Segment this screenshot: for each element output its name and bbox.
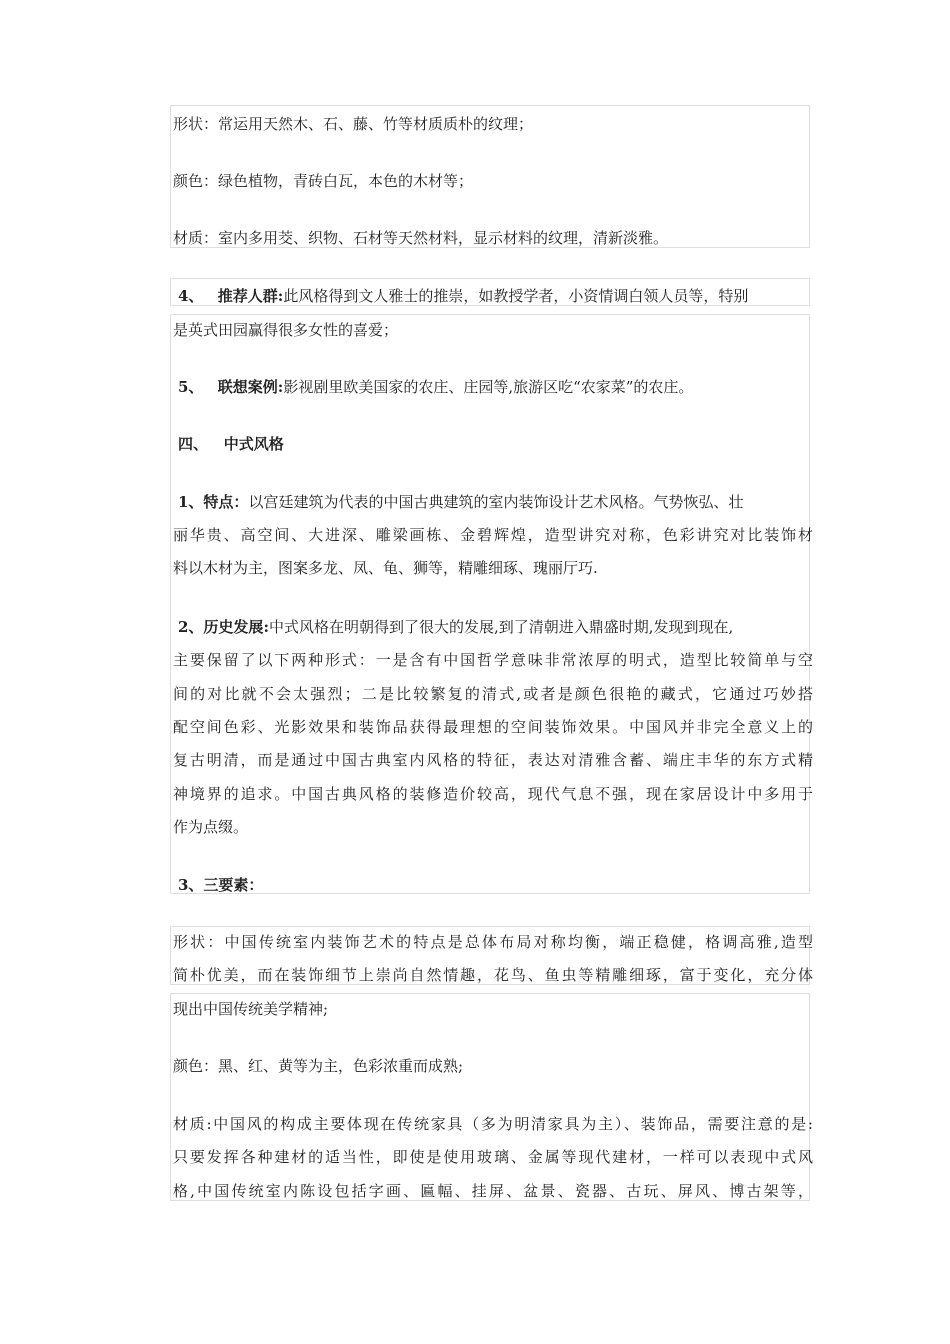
item4-line1: 此风格得到文人雅士的推崇，如教授学者，小资情调白领人员等，特别 [283, 287, 749, 305]
history-line5: 复古明清，而是通过中国古典室内风格的特征，表达对清雅含蓄、端庄丰华的东方式精 [173, 751, 813, 769]
cn-material-line2: 只要发挥各种建材的适当性，即使是使用玻璃、金属等现代建材，一样可以表现中式风 [173, 1148, 813, 1166]
text-frame-3 [170, 314, 810, 894]
color-line: 颜色：绿色植物，青砖白瓦，本色的木材等； [173, 172, 474, 190]
features-line3: 料以木材为主，图案多龙、凤、龟、狮等，精雕细琢、瑰丽厅巧. [173, 559, 598, 577]
elements-heading: 3、三要素： [178, 876, 264, 894]
text-frame-5 [170, 993, 810, 1201]
history-line1 [178, 617, 733, 637]
features-line2: 丽华贵、高空间、大进深、雕梁画栋、金碧辉煌，造型讲究对称，色彩讲究对比装饰材 [173, 526, 813, 544]
history-line2: 主要保留了以下两种形式：一是含有中国哲学意味非常浓厚的明式，造型比较简单与空 [173, 651, 813, 669]
item4-sep: : [277, 287, 284, 305]
cn-material-line1: 材质:中国风的构成主要体现在传统家具（多为明清家具为主）、装饰品，需要注意的是: [173, 1115, 813, 1133]
item5-text: 影视剧里欧美国家的农庄、庄园等,旅游区吃“农家菜”的农庄。 [283, 378, 694, 396]
features-line1 [178, 492, 743, 512]
cn-shape-line2: 简朴优美，而在装饰细节上崇尚自然情趣，花鸟、鱼虫等精雕细琢，富于变化，充分体 [173, 966, 813, 984]
association-case [178, 377, 693, 397]
history-line6: 神境界的追求。中国古典风格的装修造价较高，现代气息不强，现在家居设计中多用于 [173, 785, 813, 803]
cn-color-line: 颜色：黑、红、黄等为主，色彩浓重而成熟; [173, 1057, 464, 1075]
item4-line2: 是英式田园赢得很多女性的喜爱； [173, 321, 399, 339]
features-label: 1、特点： [178, 493, 249, 511]
recommended-audience [178, 286, 748, 306]
shape-line: 形状：常运用天然木、石、藤、竹等材质质朴的纹理； [173, 115, 534, 133]
item5-title: 联想案例 [217, 378, 278, 396]
material-line: 材质：室内多用茭、织物、石材等天然材料，显示材料的纹理，清新淡雅。 [173, 229, 669, 247]
cn-shape-line3: 现出中国传统美学精神; [173, 1000, 329, 1018]
section-title: 中式风格 [223, 435, 284, 453]
section-num: 四、 [178, 435, 209, 453]
cn-shape-line1: 形状：中国传统室内装饰艺术的特点是总体布局对称均衡，端正稳健，格调高雅,造型 [173, 933, 813, 951]
features-text1: 以宫廷建筑为代表的中国古典建筑的室内装饰设计艺术风格。气势恢弘、壮 [248, 493, 744, 511]
history-line3: 间的对比就不会太强烈；二是比较繁复的清式,或者是颜色很艳的藏式，它通过巧妙搭 [173, 685, 813, 703]
item5-num: 5、 [178, 378, 204, 396]
item4-num: 4、 [178, 287, 204, 305]
section-heading [178, 434, 284, 454]
cn-material-line3: 格,中国传统室内陈设包括字画、匾幅、挂屏、盆景、瓷器、古玩、屏风、博古架等， [173, 1182, 813, 1200]
history-line4: 配空间色彩、光影效果和装饰品获得最理想的空间装饰效果。中国风并非完全意义上的 [173, 718, 813, 736]
history-line7: 作为点缀。 [173, 818, 249, 836]
item5-sep: : [277, 378, 284, 396]
item4-title: 推荐人群 [217, 287, 278, 305]
history-label: 2、历史发展: [178, 618, 269, 636]
history-text1: 中式风格在明朝得到了很大的发展,到了清朝进入鼎盛时期,发现到现在, [268, 618, 734, 636]
